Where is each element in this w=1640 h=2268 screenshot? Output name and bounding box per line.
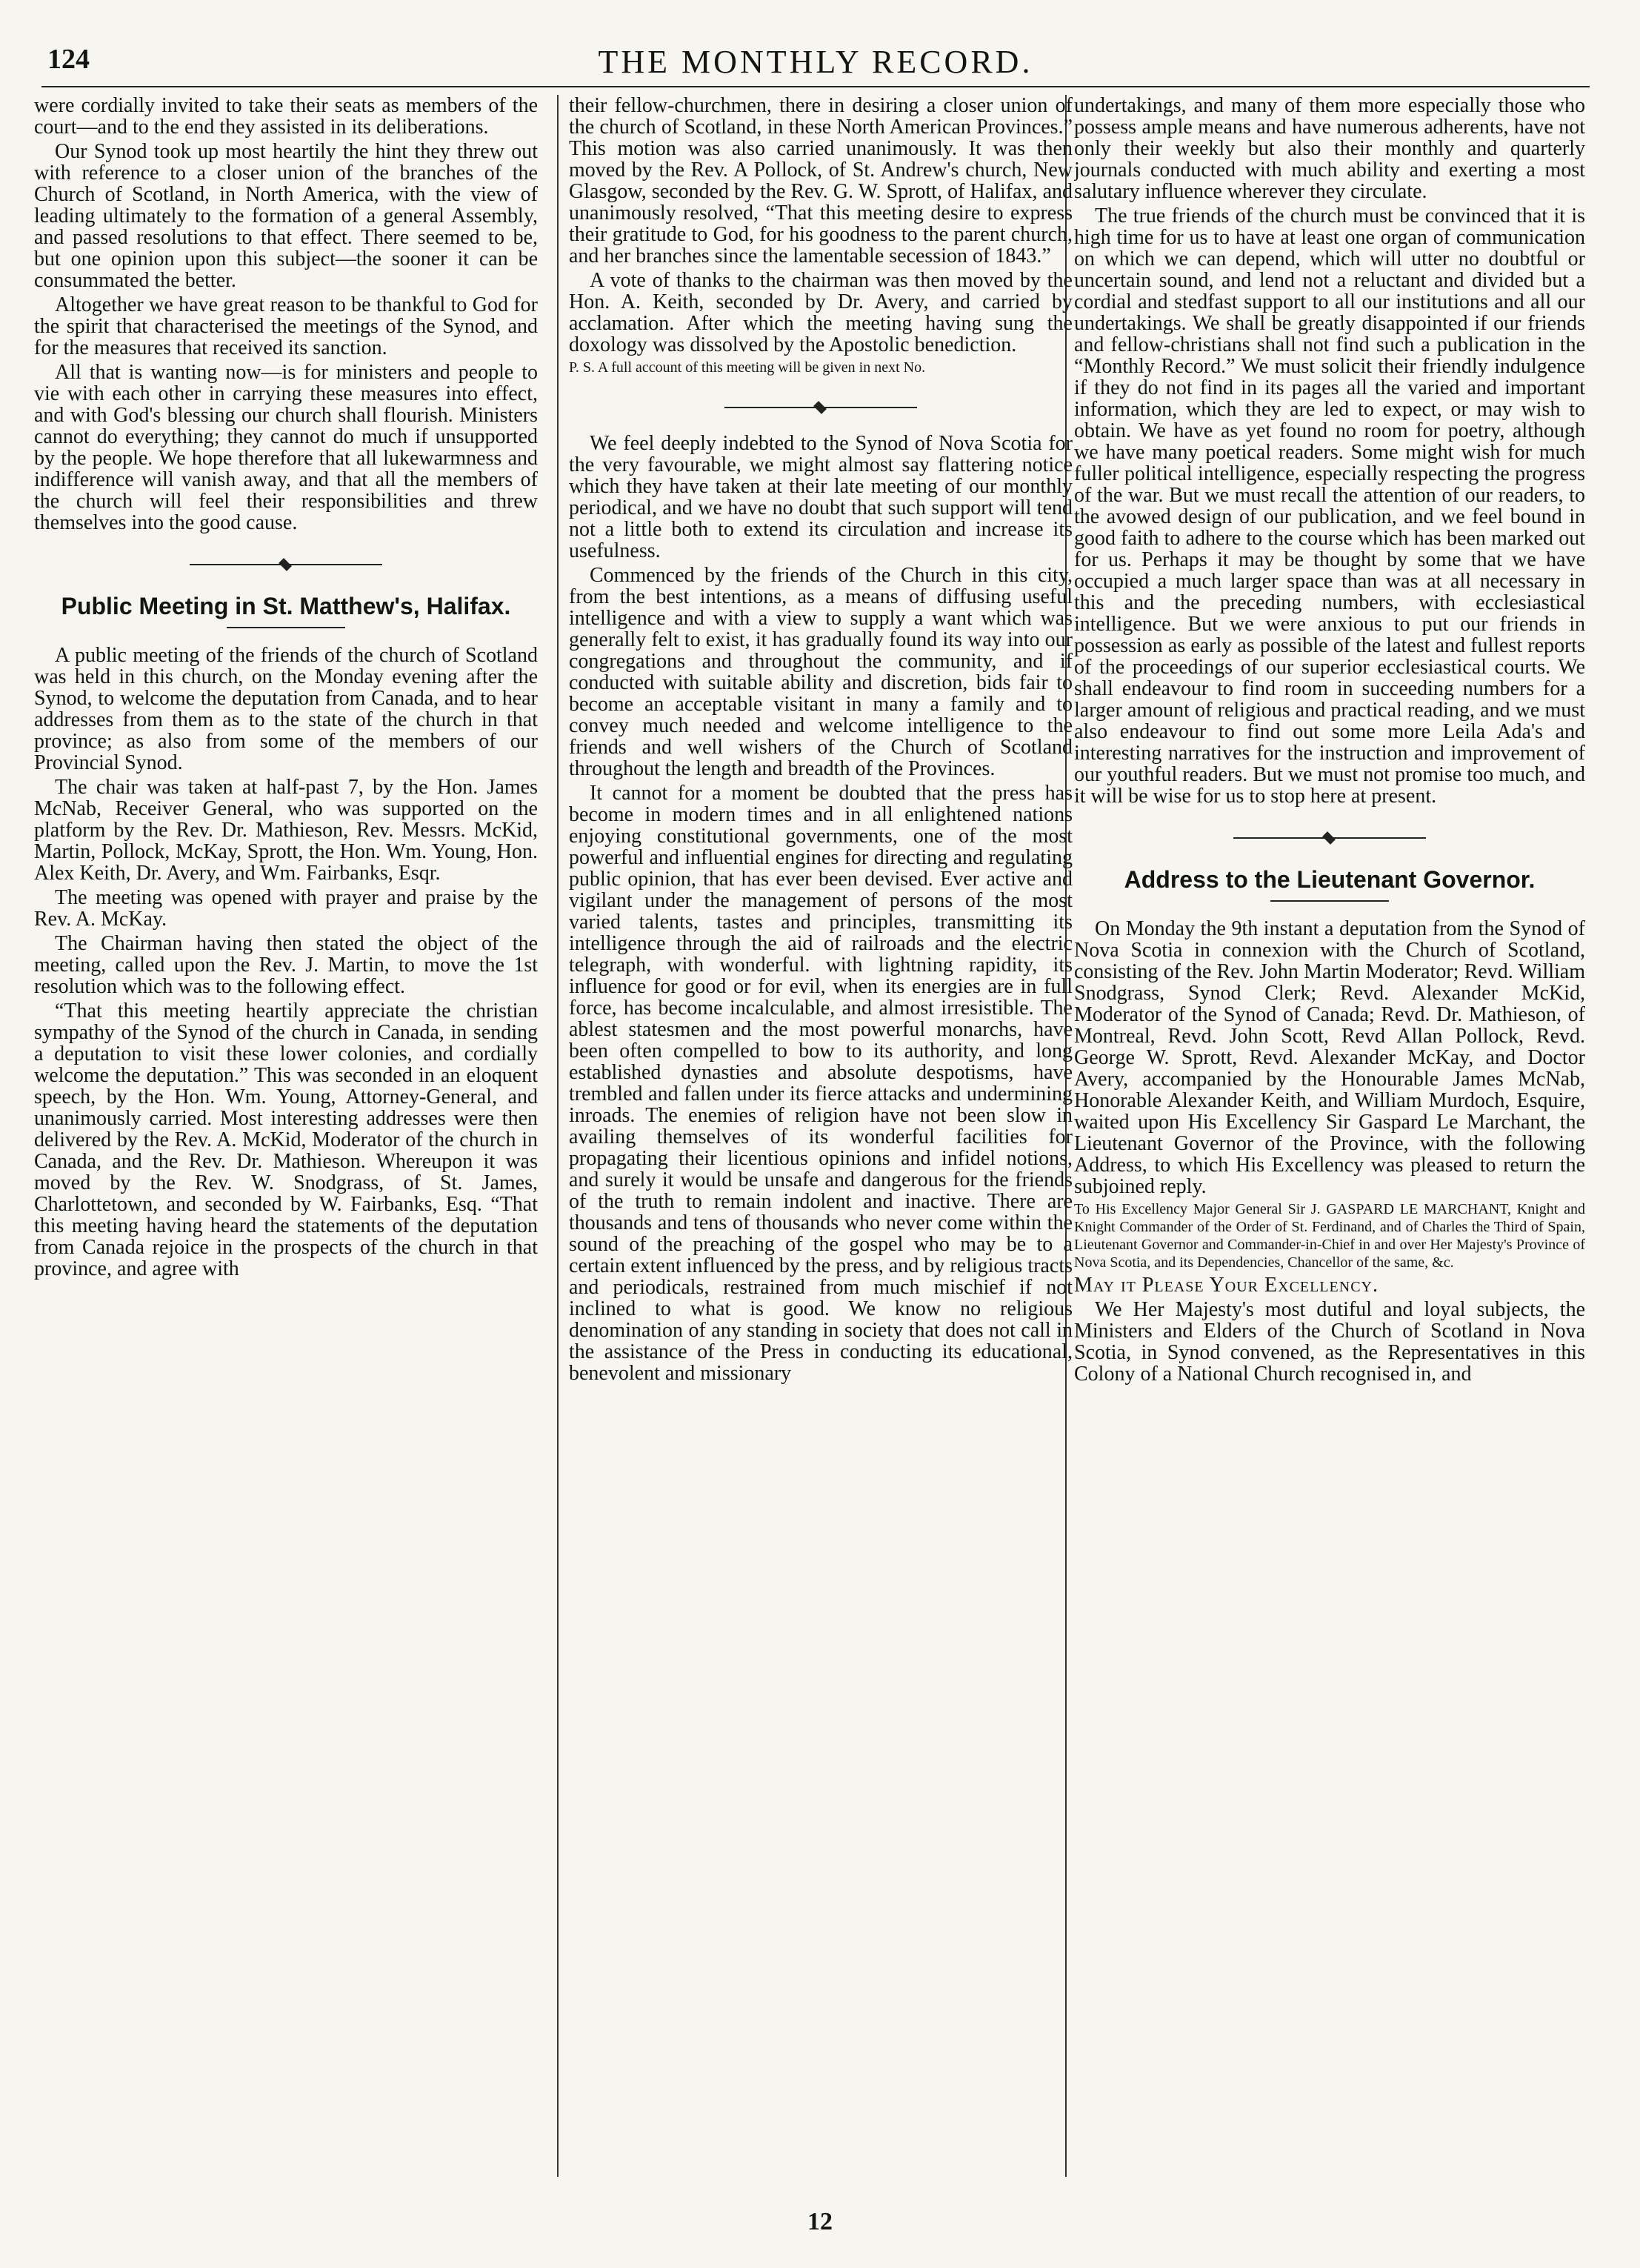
postscript-note: P. S. A full account of this meeting will be given in next No. bbox=[569, 359, 926, 376]
article-heading: Address to the Lieutenant Governor. bbox=[1124, 866, 1536, 893]
paragraph: The meeting was opened with prayer and praise by the Rev. A. McKay. bbox=[34, 886, 538, 931]
paragraph: were cordially invited to take their seats as members of the court—and to the end they assisted in its deliberations. bbox=[34, 95, 538, 139]
paragraph: The Chairman having then stated the object of the meeting, called upon the Rev. J. Martin, to move the 1st resolution which was to the following effect. bbox=[34, 932, 538, 998]
ornament-divider bbox=[724, 402, 917, 413]
paragraph: We Her Majesty's most dutiful and loyal subjects, the Ministers and Elders of the Church of Scotland in Nova Scotia, in Synod convened, as the Representatives in this Colony of a National Church recognised in, and bbox=[1074, 1298, 1585, 1386]
signature-mark: 12 bbox=[807, 2208, 833, 2235]
column-left bbox=[34, 95, 538, 2192]
paragraph: All that is wanting now—is for ministers and people to vie with each other in carrying these measures into effect, and with God's blessing our church shall flourish. Ministers cannot do everything; they cannot do much if unsupported by the people. We hope therefore that all lukewarmness and indifference will vanish away, and that all the members of the church will feel their responsibilities and threw themselves into the good cause. bbox=[34, 361, 538, 534]
paragraph: Our Synod took up most heartily the hint they threw out with reference to a closer union of the branches of the Church of Scotland, in North America, with the view of leading ultimately to the formation of a general Assembly, and passed resolutions to that effect. There seemed to be, but one opinion upon this subject—the sooner it can be consummated the better. bbox=[34, 140, 538, 292]
address-recipient: To His Excellency Major General Sir J. GASPARD LE MARCHANT, Knight and Knight Commander of the Order of St. Ferdinand, and of Charles the Third of Spain, Lieutenant Governor and Commander-in-Chief in and over Her Majesty's Province of Nova Scotia, and its Dependencies, Chancellor of the same, &c. bbox=[1074, 1201, 1585, 1271]
paragraph: On Monday the 9th instant a deputation from the Synod of Nova Scotia in connexion with the Church of Scotland, consisting of the Rev. John Martin Moderator; Revd. William Snodgrass, Synod Clerk; Revd. Alexander McKid, Moderator of the Synod of Canada; Revd. Dr. Mathieson, of Montreal, Revd. John Scott, Revd Allan Pollock, Revd. George W. Sprott, Revd. Alexander McKay, and Doctor Avery, accompanied by the Honourable James McNab, Honorable Alexander Keith, and William Murdoch, Esquire, waited upon His Excellency Sir Gaspard Le Marchant, the Lieutenant Governor of the Province, with the following Address, to which His Excellency was pleased to return the subjoined reply. bbox=[1074, 917, 1585, 1198]
ornament-divider bbox=[190, 559, 382, 571]
ornament-divider bbox=[1233, 832, 1426, 844]
paragraph: their fellow-churchmen, there in desiring a closer union of the church of Scotland, in these North American Provinces.” This motion was also carried unanimously. It was then moved by the Rev. A Pollock, of St. Andrew's church, New Glasgow, seconded by the Rev. G. W. Sprott, of Halifax, and unanimously resolved, “That this meeting desire to express their gratitude to God, for his goodness to the parent church, and her branches since the lamentable secession of 1843.” bbox=[569, 95, 1073, 267]
column-right bbox=[1074, 95, 1585, 2192]
heading-rule bbox=[1270, 900, 1389, 902]
paragraph: It cannot for a moment be doubted that the press has become in modern times and in all enlightened nations enjoying constitutional governments, one of the most powerful and influential engines for directing and regulating public opinion, that has ever been devised. Ever active and vigilant under the management of persons of the most varied talents, tastes and principles, transmitting its intelligence through the aid of railroads and the electric telegraph, with wonderful. with lightning rapidity, its influence for good or for evil, when its energies are in full force, has become incalculable, and almost irresistible. The ablest statesmen and the most powerful monarchs, have been often compelled to bow to its authority, and long established dynasties and absolute despotisms, have trembled and fallen under its fierce attacks and undermining inroads. The enemies of religion have not been slow in availing themselves of its wonderful facilities for propagating their licentious opinions and infidel notions, and surely it would be unsafe and dangerous for the friends of the truth to remain indolent and inactive. There are thousands and tens of thousands who never come within the sound of the preaching of the gospel who may be to a certain extent influenced by the press, and by religious tracts and periodicals, restrained from much mischief if not inclined to what is good. We know no religious denomination of any standing in society that does not call in the assistance of the Press in conducting its educational, benevolent and missionary bbox=[569, 782, 1073, 1385]
page-number: 124 bbox=[47, 44, 90, 75]
paragraph: “That this meeting heartily appreciate the christian sympathy of the Synod of the church in Canada, in sending a deputation to visit these lower colonies, and cordially welcome the deputation.” This was seconded in an eloquent speech, by the Hon. Wm. Young, Attorney-General, and unanimously carried. Most interesting addresses were then delivered by the Rev. A. McKid, Moderator of the church in Canada, and the Rev. Dr. Mathieson. Whereupon it was moved by the Rev. W. Snodgrass, of St. James, Charlottetown, and seconded by W. Fairbanks, Esq. “That this meeting having heard the statements of the deputation from Canada rejoice in the prospects of the church in that province, and agree with bbox=[34, 1000, 538, 1280]
paragraph: The chair was taken at half-past 7, by the Hon. James McNab, Receiver General, who was supported on the platform by the Rev. Dr. Mathieson, Rev. Messrs. McKid, Martin, Pollock, McKay, Sprott, the Hon. Wm. Young, Hon. Alex Keith, Dr. Avery, and Wm. Fairbanks, Esqr. bbox=[34, 776, 538, 885]
salutation: May it Please Your Excellency. bbox=[1074, 1274, 1379, 1297]
paragraph: The true friends of the church must be convinced that it is high time for us to have at least one organ of communication on which we can depend, which will utter no doubtful or uncertain sound, and lend not a reluctant and divided but a cordial and stedfast support to all our institutions and all our undertakings. We shall be greatly disappointed if our friends and fellow-christians shall not find such a publication in the “Monthly Record.” We must solicit their friendly indulgence if they do not find in its pages all the varied and important information, which they are led to expect, or may wish to obtain. We have as yet found no room for poetry, although we have many poetical readers. Some might wish for much fuller political intelligence, especially respecting the progress of the war. But we must recall the attention of our readers, to the avowed design of our publication, and we feel bound in good faith to adhere to the course which has been marked out for us. Perhaps it may be thought by some that we have occupied a much larger space than was at all necessary in this and the preceding numbers, with ecclesiastical intelligence. But we were anxious to put our friends in possession as early as possible of the latest and fullest reports of the proceedings of our superior ecclesiastical courts. We shall endeavour to find room in succeeding numbers for a larger amount of religious and practical reading, and we must also endeavour to find out some more Leila Ada's and interesting narratives for the instruction and improvement of our youthful readers. But we must not promise too much, and it will be wise for us to stop here at present. bbox=[1074, 204, 1585, 808]
column-middle bbox=[569, 95, 1073, 2192]
paragraph: Altogether we have great reason to be thankful to God for the spirit that characterised the meetings of the Synod, and for the measures that received its sanction. bbox=[34, 293, 538, 359]
paragraph: Commenced by the friends of the Church in this city, from the best intentions, as a means of diffusing useful intelligence and with a view to supply a want which was generally felt to exist, it has gradually found its way into our congregations and throughout the community, and if conducted with suitable ability and discretion, bids fair to become an acceptable visitant in many a family and to convey much needed and welcome intelligence to the friends and well wishers of the Church of Scotland throughout the length and breadth of the Provinces. bbox=[569, 564, 1073, 780]
journal-title: THE MONTHLY RECORD. bbox=[598, 44, 1033, 80]
paragraph: We feel deeply indebted to the Synod of Nova Scotia for the very favourable, we might almost say flattering notice which they have taken at their late meeting of our monthly periodical, and we have no doubt that such support will tend not a little both to extend its circulation and increase its usefulness. bbox=[569, 432, 1073, 562]
paragraph: A vote of thanks to the chairman was then moved by the Hon. A. Keith, seconded by Dr. Avery, and carried by acclamation. After which the meeting having sung the doxology was dissolved by the Apostolic benediction. bbox=[569, 269, 1073, 356]
paragraph: undertakings, and many of them more especially those who possess ample means and have numerous adherents, have not only their weekly but also their monthly and quarterly journals conducted with much ability and exerting a most salutary influence wherever they circulate. bbox=[1074, 95, 1585, 203]
article-heading: Public Meeting in St. Matthew's, Halifax. bbox=[61, 593, 511, 619]
column-divider bbox=[557, 95, 559, 2177]
page-header bbox=[41, 43, 1590, 87]
paragraph: A public meeting of the friends of the church of Scotland was held in this church, on the Monday evening after the Synod, to welcome the deputation from Canada, and to hear addresses from them as to the state of the church in that province; as also from some of the members of our Provincial Synod. bbox=[34, 644, 538, 774]
heading-rule bbox=[227, 627, 345, 628]
